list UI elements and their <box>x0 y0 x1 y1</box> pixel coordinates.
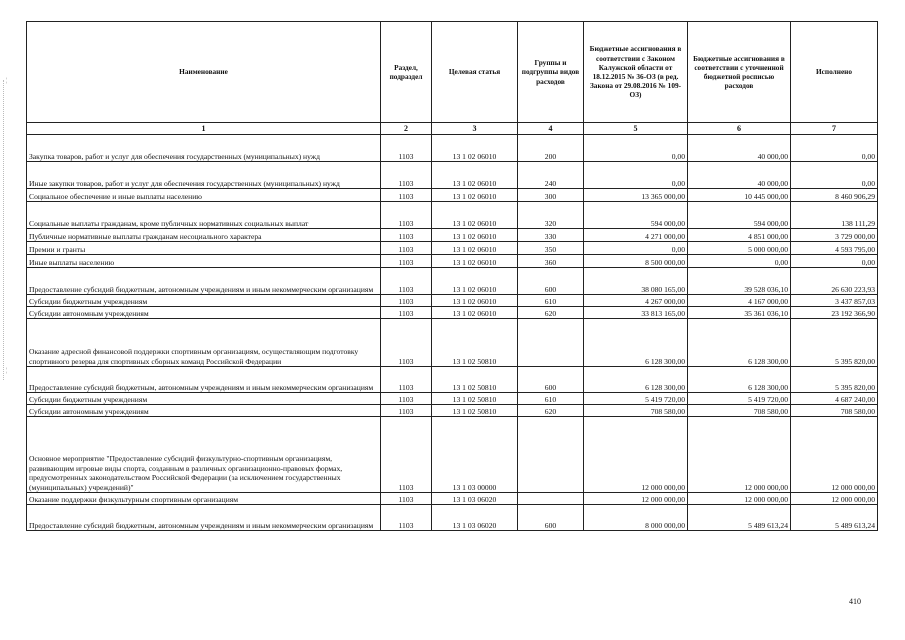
row-expense-group: 610 <box>518 295 584 307</box>
table-row <box>27 162 878 189</box>
budget-table <box>26 21 878 531</box>
column-number: 3 <box>432 123 518 135</box>
row-expense-group: 610 <box>518 393 584 405</box>
binder-mark: ¦ <box>6 78 8 84</box>
row-law-allocation: 708 580,00 <box>584 405 688 417</box>
row-executed: 8 460 906,29 <box>791 189 878 202</box>
row-target-article: 13 1 02 50810 <box>432 319 518 367</box>
row-executed: 5 489 613,24 <box>791 505 878 531</box>
table-row <box>27 255 878 268</box>
column-number: 5 <box>584 123 688 135</box>
column-number-row <box>27 123 878 135</box>
table-row <box>27 135 878 162</box>
row-target-article: 13 1 02 06010 <box>432 242 518 255</box>
row-section: 1103 <box>381 393 432 405</box>
row-target-article: 13 1 02 06010 <box>432 307 518 319</box>
table-header-row <box>27 22 878 123</box>
row-section: 1103 <box>381 255 432 268</box>
row-section: 1103 <box>381 202 432 229</box>
row-name: Предоставление субсидий бюджетным, автономным учреждениям и иным некоммерческим организациям <box>27 505 381 531</box>
row-revised-allocation: 0,00 <box>688 255 791 268</box>
row-target-article: 13 1 02 50810 <box>432 405 518 417</box>
row-name: Закупка товаров, работ и услуг для обеспечения государственных (муниципальных) нужд <box>27 135 381 162</box>
binder-mark: ¦ <box>6 368 8 374</box>
row-target-article: 13 1 02 06010 <box>432 189 518 202</box>
table-row <box>27 268 878 295</box>
column-number: 4 <box>518 123 584 135</box>
row-law-allocation: 8 000 000,00 <box>584 505 688 531</box>
row-expense-group <box>518 417 584 493</box>
row-revised-allocation: 4 851 000,00 <box>688 229 791 242</box>
row-law-allocation: 6 128 300,00 <box>584 367 688 393</box>
row-name: Предоставление субсидий бюджетным, автономным учреждениям и иным некоммерческим организациям <box>27 367 381 393</box>
row-revised-allocation: 10 445 000,00 <box>688 189 791 202</box>
row-law-allocation: 594 000,00 <box>584 202 688 229</box>
row-law-allocation: 12 000 000,00 <box>584 417 688 493</box>
column-number: 2 <box>381 123 432 135</box>
row-executed: 12 000 000,00 <box>791 493 878 505</box>
row-expense-group: 600 <box>518 505 584 531</box>
table-row <box>27 202 878 229</box>
row-name: Публичные нормативные выплаты гражданам несоциального характера <box>27 229 381 242</box>
row-target-article: 13 1 02 06010 <box>432 255 518 268</box>
row-revised-allocation: 40 000,00 <box>688 135 791 162</box>
table-row <box>27 307 878 319</box>
row-name: Основное мероприятие "Предоставление субсидий физкультурно-спортивным организациям, развивающим игровые виды спорта, созданным в различных организационно-правовых формах, предусмотренных законодательством Российской Федерации (за исключением государственных (муниципальных) учреждений)" <box>27 417 381 493</box>
row-section: 1103 <box>381 229 432 242</box>
row-revised-allocation: 4 167 000,00 <box>688 295 791 307</box>
row-revised-allocation: 594 000,00 <box>688 202 791 229</box>
table-body <box>27 135 878 531</box>
row-expense-group: 300 <box>518 189 584 202</box>
row-executed: 0,00 <box>791 162 878 189</box>
row-target-article: 13 1 02 50810 <box>432 367 518 393</box>
row-section: 1103 <box>381 493 432 505</box>
table-row <box>27 242 878 255</box>
row-expense-group: 320 <box>518 202 584 229</box>
row-name: Субсидии бюджетным учреждениям <box>27 295 381 307</box>
table-row <box>27 405 878 417</box>
row-law-allocation: 0,00 <box>584 242 688 255</box>
row-law-allocation: 12 000 000,00 <box>584 493 688 505</box>
row-section: 1103 <box>381 505 432 531</box>
header-groups: Группы и подгруппы видов расходов <box>518 22 584 123</box>
table-row <box>27 493 878 505</box>
row-name: Премии и гранты <box>27 242 381 255</box>
table-row <box>27 367 878 393</box>
column-number: 7 <box>791 123 878 135</box>
row-law-allocation: 6 128 300,00 <box>584 319 688 367</box>
header-law-allocations: Бюджетные ассигнования в соответствии с Законом Калужской области от 18.12.2015 № 36-ОЗ (в ред. Закона от 29.08.2016 № 109-ОЗ) <box>584 22 688 123</box>
header-name: Наименование <box>27 22 381 123</box>
row-expense-group: 350 <box>518 242 584 255</box>
row-section: 1103 <box>381 268 432 295</box>
row-target-article: 13 1 02 06010 <box>432 162 518 189</box>
row-revised-allocation: 39 528 036,10 <box>688 268 791 295</box>
row-target-article: 13 1 02 06010 <box>432 135 518 162</box>
row-expense-group: 200 <box>518 135 584 162</box>
row-law-allocation: 8 500 000,00 <box>584 255 688 268</box>
row-law-allocation: 4 267 000,00 <box>584 295 688 307</box>
row-name: Социальное обеспечение и иные выплаты населению <box>27 189 381 202</box>
row-revised-allocation: 6 128 300,00 <box>688 319 791 367</box>
row-revised-allocation: 12 000 000,00 <box>688 493 791 505</box>
row-name: Оказание адресной финансовой поддержки спортивным организациям, осуществляющим подготовку спортивного резерва для спортивных сборных команд Российской Федерации <box>27 319 381 367</box>
row-name: Предоставление субсидий бюджетным, автономным учреждениям и иным некоммерческим организациям <box>27 268 381 295</box>
row-revised-allocation: 12 000 000,00 <box>688 417 791 493</box>
table-row <box>27 229 878 242</box>
row-name: Субсидии автономным учреждениям <box>27 405 381 417</box>
row-name: Иные закупки товаров, работ и услуг для обеспечения государственных (муниципальных) нужд <box>27 162 381 189</box>
row-executed: 4 687 240,00 <box>791 393 878 405</box>
row-expense-group: 240 <box>518 162 584 189</box>
row-executed: 23 192 366,90 <box>791 307 878 319</box>
row-law-allocation: 0,00 <box>584 162 688 189</box>
row-revised-allocation: 5 000 000,00 <box>688 242 791 255</box>
header-executed: Исполнено <box>791 22 878 123</box>
row-target-article: 13 1 02 06010 <box>432 229 518 242</box>
row-executed: 26 630 223,93 <box>791 268 878 295</box>
row-section: 1103 <box>381 367 432 393</box>
row-executed: 3 437 857,03 <box>791 295 878 307</box>
row-name: Иные выплаты населению <box>27 255 381 268</box>
row-target-article: 13 1 02 06010 <box>432 268 518 295</box>
row-revised-allocation: 35 361 036,10 <box>688 307 791 319</box>
table-row <box>27 319 878 367</box>
header-revised-allocations: Бюджетные ассигнования в соответствии с уточненной бюджетной росписью расходов <box>688 22 791 123</box>
header-target: Целевая статья <box>432 22 518 123</box>
row-name: Социальные выплаты гражданам, кроме публичных нормативных социальных выплат <box>27 202 381 229</box>
budget-table-sheet <box>26 21 877 531</box>
row-executed: 708 580,00 <box>791 405 878 417</box>
row-law-allocation: 13 365 000,00 <box>584 189 688 202</box>
row-target-article: 13 1 03 06020 <box>432 505 518 531</box>
row-executed: 0,00 <box>791 135 878 162</box>
row-revised-allocation: 5 419 720,00 <box>688 393 791 405</box>
table-row <box>27 417 878 493</box>
table-row <box>27 295 878 307</box>
row-expense-group: 620 <box>518 405 584 417</box>
row-expense-group: 600 <box>518 367 584 393</box>
row-law-allocation: 38 080 165,00 <box>584 268 688 295</box>
row-target-article: 13 1 03 00000 <box>432 417 518 493</box>
column-number: 6 <box>688 123 791 135</box>
row-section: 1103 <box>381 135 432 162</box>
row-revised-allocation: 708 580,00 <box>688 405 791 417</box>
row-executed: 0,00 <box>791 255 878 268</box>
row-revised-allocation: 6 128 300,00 <box>688 367 791 393</box>
row-executed: 3 729 000,00 <box>791 229 878 242</box>
row-law-allocation: 4 271 000,00 <box>584 229 688 242</box>
row-executed: 4 593 795,00 <box>791 242 878 255</box>
row-name: Оказание поддержки физкультурным спортивным организациям <box>27 493 381 505</box>
row-law-allocation: 33 813 165,00 <box>584 307 688 319</box>
row-section: 1103 <box>381 162 432 189</box>
row-expense-group <box>518 319 584 367</box>
table-row <box>27 393 878 405</box>
row-name: Субсидии бюджетным учреждениям <box>27 393 381 405</box>
row-law-allocation: 5 419 720,00 <box>584 393 688 405</box>
row-revised-allocation: 40 000,00 <box>688 162 791 189</box>
row-expense-group: 360 <box>518 255 584 268</box>
row-law-allocation: 0,00 <box>584 135 688 162</box>
row-section: 1103 <box>381 417 432 493</box>
row-section: 1103 <box>381 189 432 202</box>
row-expense-group: 620 <box>518 307 584 319</box>
table-row <box>27 505 878 531</box>
row-executed: 5 395 820,00 <box>791 367 878 393</box>
row-executed: 5 395 820,00 <box>791 319 878 367</box>
row-target-article: 13 1 02 50810 <box>432 393 518 405</box>
binder-margin-line <box>3 80 4 380</box>
row-target-article: 13 1 03 06020 <box>432 493 518 505</box>
row-expense-group <box>518 493 584 505</box>
page-number: 410 <box>849 597 861 606</box>
row-executed: 138 111,29 <box>791 202 878 229</box>
row-section: 1103 <box>381 242 432 255</box>
row-section: 1103 <box>381 405 432 417</box>
row-section: 1103 <box>381 319 432 367</box>
row-executed: 12 000 000,00 <box>791 417 878 493</box>
row-expense-group: 330 <box>518 229 584 242</box>
row-expense-group: 600 <box>518 268 584 295</box>
row-target-article: 13 1 02 06010 <box>432 295 518 307</box>
table-row <box>27 189 878 202</box>
row-target-article: 13 1 02 06010 <box>432 202 518 229</box>
row-revised-allocation: 5 489 613,24 <box>688 505 791 531</box>
header-section: Раздел, подраздел <box>381 22 432 123</box>
row-section: 1103 <box>381 295 432 307</box>
row-section: 1103 <box>381 307 432 319</box>
row-name: Субсидии автономным учреждениям <box>27 307 381 319</box>
column-number: 1 <box>27 123 381 135</box>
